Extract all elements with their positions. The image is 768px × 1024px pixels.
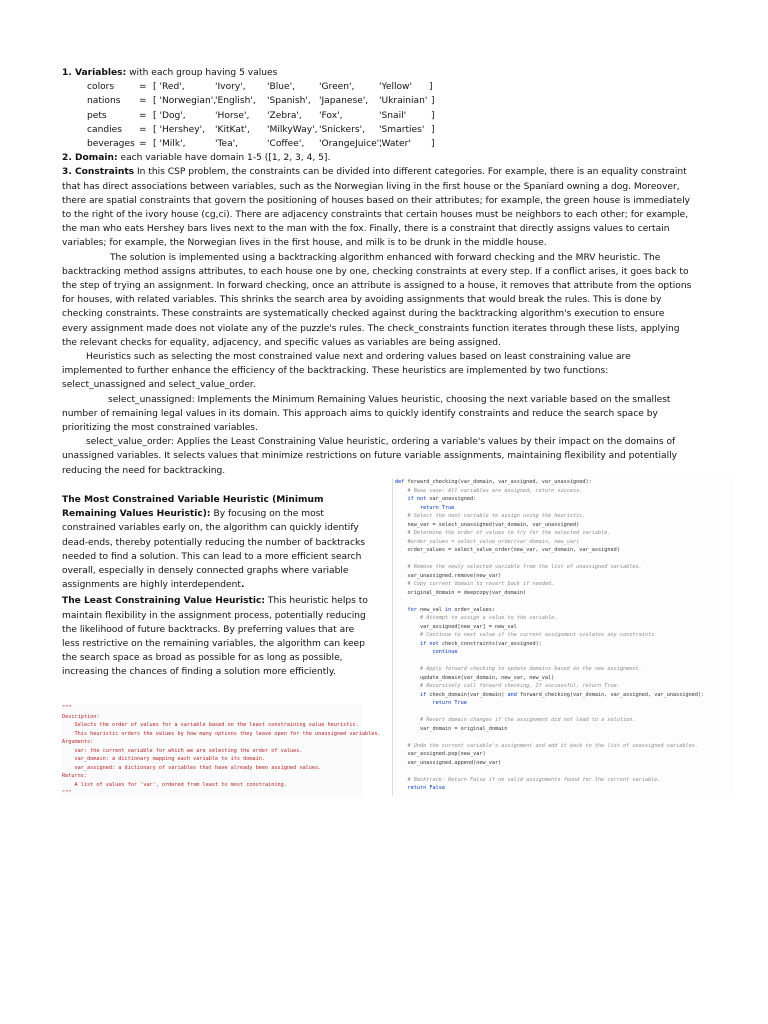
variable-value: 'Snickers', xyxy=(319,124,365,135)
code-line: # Continue to next value if the current assignment violates any constraints. xyxy=(420,632,658,638)
variable-value: 'Water' xyxy=(379,139,411,150)
variable-value: 'Horse', xyxy=(215,110,250,121)
code-line: order_values = select_value_order(new_var, var_domain, var_assigned) xyxy=(395,547,620,553)
variable-value: 'Ukrainian' xyxy=(379,96,428,107)
variable-value: 'MilkyWay', xyxy=(267,124,318,135)
docstring-line: Returns: xyxy=(62,773,87,779)
code-line: original_domain = deepcopy(var_domain) xyxy=(395,589,527,596)
constraints-paragraph xyxy=(62,165,692,250)
equals-sign: = xyxy=(139,110,147,121)
select-unassigned-paragraph: select_unassigned: Implements the Minimum Remaining Values heuristic, choosing the next variable based on the smallest number of remaining legal values in its domain. This approach aims to quickly identify constraints and reduce the search space by prioritizing the most constrained variables. xyxy=(62,394,671,434)
code-line: # Backtrack: Return False if no valid assignments found for the current variable. xyxy=(407,776,661,783)
variable-value: 'Snail' xyxy=(379,110,407,121)
code-line xyxy=(395,767,735,776)
variable-value: 'Ivory', xyxy=(215,82,246,93)
variable-name: pets xyxy=(87,110,107,121)
mrv-heading: The Most Constrained Variable Heuristic (Minimum Remaining Values Heuristic): xyxy=(62,495,324,520)
forward-checking-code xyxy=(392,478,735,796)
variable-value: [ 'Norwegian', xyxy=(153,96,217,107)
code-line: # Recursively call forward checking. If successful, return True. xyxy=(420,683,620,689)
code-line: if not check_constraints(var_assigned): xyxy=(420,640,542,647)
domain-heading: 2. Domain: xyxy=(62,153,118,164)
domain-text: each variable have domain 1-5 ([1, 2, 3, 4, 5]. xyxy=(117,153,331,164)
mrv-end: . xyxy=(240,580,245,591)
docstring-line: """ xyxy=(62,790,72,796)
equals-sign: = xyxy=(139,139,147,150)
code-line xyxy=(395,733,735,742)
variable-row xyxy=(87,94,692,108)
variable-value: 'Japanese', xyxy=(319,96,369,107)
docstring-line: A list of values for 'var', ordered from least to most constraining. xyxy=(62,781,287,788)
variables-intro: with each group having 5 values xyxy=(126,68,278,78)
code-line: # Determine the order of values to try for the selected variable. xyxy=(407,530,611,536)
code-line: var_assigned.pop(new_var) xyxy=(395,751,486,757)
variable-value: [ 'Red', xyxy=(153,82,185,93)
docstring-line: """ xyxy=(62,705,72,711)
code-line: # Attempt to assign a value to the variable. xyxy=(420,615,558,621)
variable-value: 'Yellow' xyxy=(379,82,412,93)
variable-value: 'Tea', xyxy=(215,139,239,150)
variable-value: [ 'Dog', xyxy=(153,110,186,121)
backtracking-paragraph: The solution is implemented using a backtracking algorithm enhanced with forward checking and the MRV heuristic. The backtracking method assigns attributes, to each house one by one, checking constraints at every step. If a conflict arises, it goes back to the step of trying an assignment. In forward checking, once an attribute is assigned to a house, it removes that attribute from the options for houses, with related variables. This shrinks the search area by avoiding assignments that would break the rules. This is done by checking constraints. These constraints are systematically checked against during the backtracking algorithm's execution to ensure every assignment made does not violate any of the puzzle's rules. The check_constraints function iterates through these lists, applying the relevant checks for equality, adjacency, and specific values as variables are being assigned. xyxy=(62,252,692,348)
code-line: var_unassigned.append(new_var) xyxy=(395,759,502,766)
variable-value: [ 'Milk', xyxy=(153,139,186,150)
docstring-line: Description: xyxy=(62,713,100,720)
lcv-paragraph xyxy=(62,594,372,679)
code-line: def forward_checking(var_domain, var_assigned, var_unassigned): xyxy=(395,479,592,485)
variable-value: 'Zebra', xyxy=(267,110,302,121)
code-line: if check_domain(var_domain) and forward_checking(var_domain, var_assigned, var_unassigned): xyxy=(420,691,705,698)
code-line: new_var = select_unassigned(var_domain, var_unassigned) xyxy=(395,521,580,528)
docstring-line: Arguments: xyxy=(62,739,94,745)
code-line: return True xyxy=(420,504,455,511)
code-line: # Copy current domain to revert back if needed. xyxy=(407,581,555,587)
variable-value: ] xyxy=(431,139,435,150)
code-line xyxy=(395,597,735,606)
docstring-line: var: the current variable for which we are selecting the order of values. xyxy=(62,747,303,754)
variables-heading-line xyxy=(62,66,692,80)
equals-sign: = xyxy=(139,82,147,93)
constraints-text: In this CSP problem, the constraints can be divided into different categories. For example, there is an equality constraint that has direct associations between variables, such as the Norwegian living in the first house or the Spaniard owning a dog. Moreover, there are spatial constraints that govern the positioning of houses based on their attributes; for example, the green house is immediately to the right of the ivory house (cg,ci). There are adjacency constraints that certain houses must be neighbors to each other; for example, the man who eats Hershey bars lives next to the man with the fox. Finally, there is a constraint that directly assigns values to certain variables; for example, the Norwegian lives in the first house, and milk is to be drunk in the middle house. xyxy=(62,167,691,249)
code-line: # Select the next variable to assign using the heuristic. xyxy=(407,513,586,519)
variable-value: 'KitKat', xyxy=(215,124,250,135)
document-body xyxy=(62,66,692,478)
variable-value: 'Spanish', xyxy=(267,96,311,107)
variable-name: colors xyxy=(87,82,115,93)
code-line xyxy=(395,657,735,666)
variable-name: candies xyxy=(87,124,122,135)
code-line: var_unassigned.remove(new_var) xyxy=(395,572,502,579)
docstring-line: This heuristic orders the values by how many options they leave open for the unassigned variables. xyxy=(62,730,381,737)
variable-row xyxy=(87,109,692,123)
variable-value: 'Coffee', xyxy=(267,139,305,150)
variables-list xyxy=(87,80,692,151)
variable-value: 'Smarties' xyxy=(379,124,425,135)
code-line xyxy=(395,555,735,564)
constraints-heading: 3. Constraints xyxy=(62,167,135,178)
variable-value: ] xyxy=(431,124,435,135)
lcv-text: This heuristic helps to maintain flexibility in the assignment process, potentially reducing the likelihood of future backtracks. By preferring values that are less restrictive on the remaining variables, the algorithm can keep the search space as broad as possible for as long as possible, increasing the chances of finding a solution more efficiently. xyxy=(62,596,368,678)
code-line xyxy=(395,708,735,717)
variable-row xyxy=(87,137,692,151)
code-line: # Base case: All variables are assigned, return success. xyxy=(407,487,583,494)
docstring-snippet xyxy=(62,704,381,798)
variable-value: [ 'Hershey', xyxy=(153,124,205,135)
code-line: var_assigned[new_var] = new_val xyxy=(395,623,517,630)
code-line: update_domain(var_domain, new_var, new_val) xyxy=(395,674,555,681)
docstring-line: var_assigned: a dictionary of variables that have already been assigned values. xyxy=(62,764,322,771)
variable-value: 'Green', xyxy=(319,82,355,93)
mrv-text: By focusing on the most constrained variables early on, the algorithm can quickly identify dead-ends, thereby potentially reducing the number of backtracks needed to find a solution. This can lead to a more efficient search overall, especially in densely connected graphs where variable assignments are highly interdependent xyxy=(62,509,365,591)
variable-value: ] xyxy=(431,96,435,107)
variable-name: nations xyxy=(87,96,121,107)
code-line: return True xyxy=(432,700,467,706)
variable-value: 'English', xyxy=(215,96,256,107)
variable-row xyxy=(87,80,692,94)
code-line: # Remove the newly selected variable from the list of unassigned variables. xyxy=(407,564,642,570)
equals-sign: = xyxy=(139,124,147,135)
lcv-heading: The Least Constraining Value Heuristic: xyxy=(62,596,266,607)
code-line: continue xyxy=(432,649,458,655)
docstring-line: Selects the order of values for a variable based on the least constraining value heuristic. xyxy=(62,722,359,728)
heuristics-explanations xyxy=(62,493,372,683)
variable-row xyxy=(87,123,692,137)
code-line: if not var_unassigned: xyxy=(407,496,477,502)
variable-value: 'OrangeJuice', xyxy=(319,139,383,150)
select-value-order-paragraph: select_value_order: Applies the Least Constraining Value heuristic, ordering a variable's values by their impact on the domains of unassigned variables. It selects values that minimize restrictions on future variable assignments, maintaining flexibility and potentially reducing the need for backtracking. xyxy=(62,437,678,476)
code-line: return False xyxy=(407,785,445,791)
variable-name: beverages xyxy=(87,139,135,150)
code-line: var_domain = original_domain xyxy=(395,725,508,732)
variable-value: 'Fox', xyxy=(319,110,343,121)
code-line: # Apply forward checking to update domains based on the new assignment. xyxy=(420,666,642,672)
heuristics-paragraph: Heuristics such as selecting the most constrained value next and ordering values based on least constraining value are implemented to further enhance the efficiency of the backtracking. These heuristics are implemented by two functions: select_unassigned and select_value_order. xyxy=(62,352,631,391)
variable-value: ] xyxy=(429,82,433,93)
code-line: # Revert domain changes if the assignment did not lead to a solution. xyxy=(420,717,636,723)
code-line: # Undo the current variable's assignment and add it back to the list of unassigned variables. xyxy=(407,742,698,749)
code-line: #order_values = select_value_order(var_domain, new_var) xyxy=(407,538,580,545)
variable-value: 'Blue', xyxy=(267,82,296,93)
domain-line xyxy=(62,151,692,165)
docstring-line: var_domain: a dictionary mapping each variable to its domain. xyxy=(62,756,266,762)
equals-sign: = xyxy=(139,96,147,107)
code-line: for new_val in order_values: xyxy=(407,606,495,613)
variables-heading: 1. Variables: xyxy=(62,68,127,78)
variable-value: ] xyxy=(431,110,435,121)
mrv-paragraph xyxy=(62,493,372,592)
